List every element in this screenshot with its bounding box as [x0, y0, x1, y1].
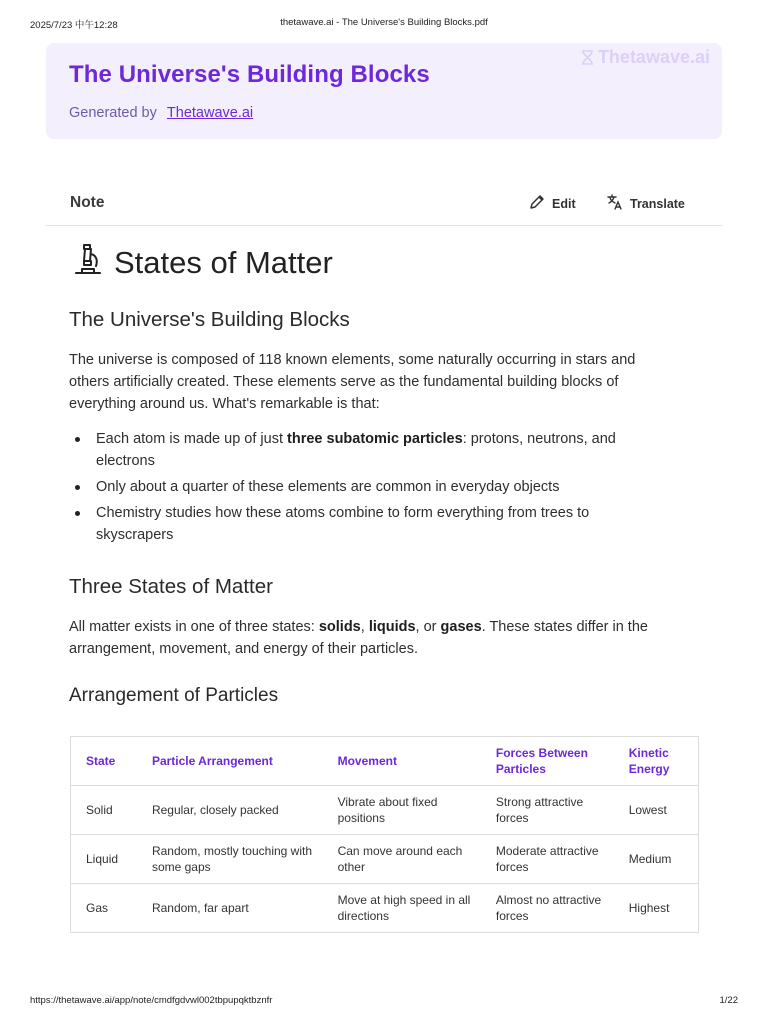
brand-link[interactable]: Thetawave.ai — [166, 105, 254, 121]
page-number: 1/22 — [719, 995, 738, 1006]
table-cell: Solid — [71, 786, 137, 835]
microscope-icon — [72, 242, 104, 284]
print-footer — [0, 995, 768, 1009]
table-cell: Moderate attractive forces — [481, 835, 614, 884]
table-header-cell: State — [86, 754, 116, 768]
table-header-cell: Kinetic Energy — [628, 746, 670, 776]
translate-button[interactable] — [607, 194, 685, 213]
edit-label: Edit — [552, 196, 576, 211]
page-title: The Universe's Building Blocks — [69, 61, 430, 88]
print-header — [0, 17, 768, 31]
bullet-list — [69, 428, 669, 550]
particles-table — [70, 736, 699, 933]
note-toolbar — [46, 184, 722, 226]
table-header-cell: Movement — [337, 754, 397, 768]
states-paragraph: All matter exists in one of three states: solids, liquids, or gases. These states differ in the arrangement, movement, and energy of their particles. — [69, 619, 648, 657]
translate-icon — [607, 194, 623, 213]
intro-paragraph: The universe is composed of 118 known elements, some naturally occurring in stars and others artificially created. These elements serve as the fundamental building blocks of everything around us. What's remarkable is that: — [69, 352, 636, 412]
edit-button[interactable] — [529, 194, 576, 213]
hourglass-icon — [581, 50, 594, 65]
table-row — [71, 884, 699, 933]
section-heading-arrangement: Arrangement of Particles — [69, 685, 279, 706]
table-cell: Random, far apart — [137, 884, 323, 933]
table-cell: Can move around each other — [323, 835, 481, 884]
table-cell: Move at high speed in all directions — [323, 884, 481, 933]
section-heading-building-blocks: The Universe's Building Blocks — [69, 308, 350, 331]
note-heading — [72, 242, 333, 284]
table-cell: Gas — [71, 884, 137, 933]
print-date: 2025/7/23 中午12:28 — [30, 20, 118, 31]
print-doc-title: thetawave.ai - The Universe's Building Blocks.pdf — [280, 17, 488, 28]
table-cell: Medium — [614, 835, 699, 884]
note-tab[interactable]: Note — [70, 194, 105, 211]
section-heading-three-states: Three States of Matter — [69, 575, 273, 598]
table-cell: Lowest — [614, 786, 699, 835]
table-cell: Random, mostly touching with some gaps — [137, 835, 323, 884]
table-cell: Regular, closely packed — [137, 786, 323, 835]
table-header-cell: Particle Arrangement — [151, 754, 273, 768]
generated-by-label: Generated by — [69, 105, 157, 121]
table-header-cell: Forces Between Particles — [495, 746, 588, 776]
table-cell: Almost no attractive forces — [481, 884, 614, 933]
table-cell: Strong attractive forces — [481, 786, 614, 835]
pencil-icon — [529, 194, 545, 213]
translate-label: Translate — [630, 196, 685, 211]
table-row — [71, 835, 699, 884]
list-item: Each atom is made up of just three subatomic particles: protons, neutrons, and electrons — [69, 428, 669, 472]
table-row — [71, 786, 699, 835]
list-item: Only about a quarter of these elements are common in everyday objects — [69, 476, 669, 498]
table-cell: Liquid — [71, 835, 137, 884]
h1-text: States of Matter — [114, 245, 333, 280]
list-item: Chemistry studies how these atoms combine to form everything from trees to skyscrapers — [69, 502, 669, 546]
table-cell: Highest — [614, 884, 699, 933]
generated-by — [69, 105, 253, 121]
title-banner — [46, 43, 722, 139]
print-url: https://thetawave.ai/app/note/cmdfgdvwl002tbpupqktbznfr — [30, 995, 273, 1006]
table-cell: Vibrate about fixed positions — [323, 786, 481, 835]
brand-watermark — [581, 47, 710, 68]
watermark-text: Thetawave.ai — [597, 47, 710, 67]
table-header-row — [71, 737, 699, 786]
